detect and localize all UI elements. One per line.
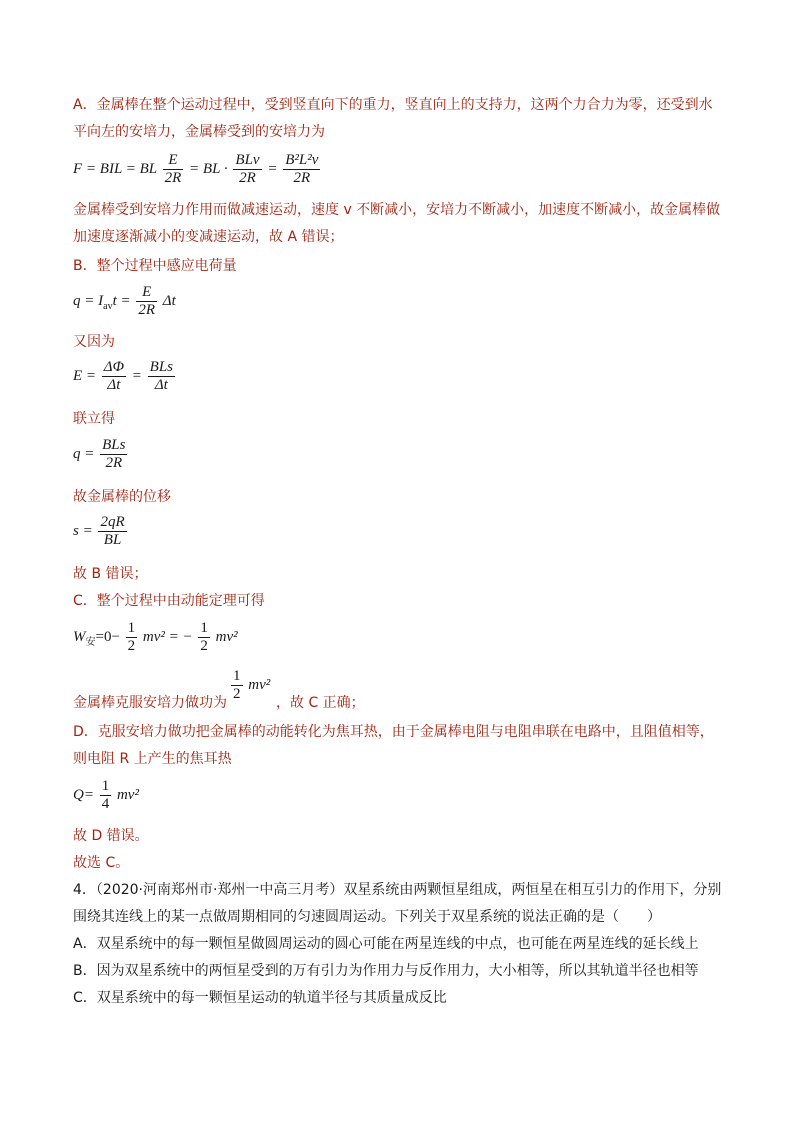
denominator: 2 [233,686,241,702]
eq-part: W [73,628,86,645]
option-a-line2: 平向左的安培力，金属棒受到的安培力为 [73,124,325,140]
option-c-inline-fraction [229,668,270,703]
numerator: 2qR [100,514,125,530]
numerator: B²L²v [285,152,319,168]
fraction [233,152,261,187]
option-c-line2b: ，故 C 正确； [276,695,365,711]
fraction [98,514,126,549]
question4-option-b: B．因为双星系统中的两恒星受到的万有引力为作用力与反作用力，大小相等，所以其轨道半径也相等 [73,963,699,979]
denominator: 2R [164,170,182,186]
option-d-line1: D．克服安培力做功把金属棒的动能转化为焦耳热，由于金属棒电阻与电阻串联在电路中，且阻值相等， [73,724,714,740]
numerator: BLs [102,437,126,453]
fraction [163,152,184,187]
eq-part: = [131,367,142,384]
denominator: Δt [154,377,168,393]
option-c-line2 [73,693,227,713]
eq-part: F = BIL = BL [73,160,157,177]
numerator: 1 [101,778,110,794]
option-d-equation [73,778,139,813]
option-d-line4: 故选 C。 [73,855,130,871]
question4-option-c: C．双星系统中的每一颗恒星运动的轨道半径与其质量成反比 [73,990,447,1006]
fraction [100,778,112,813]
subscript: 安 [85,636,96,648]
fraction [148,359,175,394]
eq-part: = BL · [189,160,228,177]
option-d-line2: 则电阻 R 上产生的焦耳热 [73,751,232,767]
denominator: BL [103,532,122,548]
option-b-line1: B．整个过程中感应电荷量 [73,258,237,274]
eq-part: s = [73,522,93,539]
option-b-line2: 又因为 [73,334,115,350]
numerator: E [136,284,157,302]
denominator: 2 [127,638,136,654]
question4-option-a: A．双星系统中的每一颗恒星做圆周运动的圆心可能在两星连线的中点，也可能在两星连线的延长线上 [73,936,699,952]
eq-part: mv² [248,676,271,693]
eq-part: q = I [73,292,104,309]
fraction [198,620,210,655]
option-b-equation4 [73,514,129,549]
eq-part: Q= [73,786,94,803]
option-a-line4: 加速度逐渐减小的变减速运动，故 A 错误； [73,229,344,245]
denominator: 4 [101,796,110,812]
option-b-equation3 [73,437,129,472]
option-b-line4: 故金属棒的位移 [73,489,171,505]
option-a-line3: 金属棒受到安培力作用而做减速运动，速度 v 不断减小，安培力不断减小，加速度不断减小，故金属棒做 [73,202,721,218]
option-c-equation1 [73,620,238,655]
numerator: E [163,152,184,170]
option-a-equation [73,152,322,187]
question4-line1: 4．（2020·河南郑州市·郑州一中高三月考）双星系统由两颗恒星组成，两恒星在相互引力的作用下，分别 [73,882,722,898]
fraction [100,437,127,472]
option-b-equation1 [73,284,176,319]
denominator: 2R [239,170,256,186]
eq-part: mv² = − [142,628,193,645]
eq-part: =0− [95,628,120,645]
denominator: Δt [107,377,121,393]
numerator: BLs [149,359,173,375]
option-b-line5: 故 B 错误； [73,566,148,582]
option-b-line3: 联立得 [73,411,115,427]
numerator: ΔΦ [103,359,125,375]
numerator: BLv [235,152,260,168]
option-b-equation2 [73,359,177,394]
fraction [136,284,157,319]
numerator: 1 [200,620,208,636]
denominator: 2R [293,170,311,186]
eq-part: t = [112,292,131,309]
numerator: 1 [233,668,241,684]
numerator: 1 [127,620,136,636]
eq-part: Δt [162,292,176,309]
option-d-line3: 故 D 错误。 [73,828,149,844]
eq-part: = [267,160,278,177]
eq-part: E = [73,367,97,384]
denominator: 2 [200,638,208,654]
option-c-line1: C．整个过程中由动能定理可得 [73,593,265,609]
fraction [126,620,138,655]
denominator: 2R [105,455,123,471]
eq-part: q = [73,445,95,462]
denominator: 2R [138,302,156,318]
text-part: 金属棒克服安培力做功为 [73,695,227,711]
fraction [102,359,126,394]
eq-part: mv² [116,786,139,803]
fraction [283,152,320,187]
fraction [231,668,243,703]
eq-part: mv² [215,628,238,645]
subscript: av [103,300,113,312]
option-a-line1: A．金属棒在整个运动过程中，受到竖直向下的重力，竖直向上的支持力，这两个力合力为零，还受到水 [73,97,713,113]
question4-line2: 围绕其连线上的某一点做周期相同的匀速圆周运动。下列关于双星系统的说法正确的是（ ） [73,909,661,925]
